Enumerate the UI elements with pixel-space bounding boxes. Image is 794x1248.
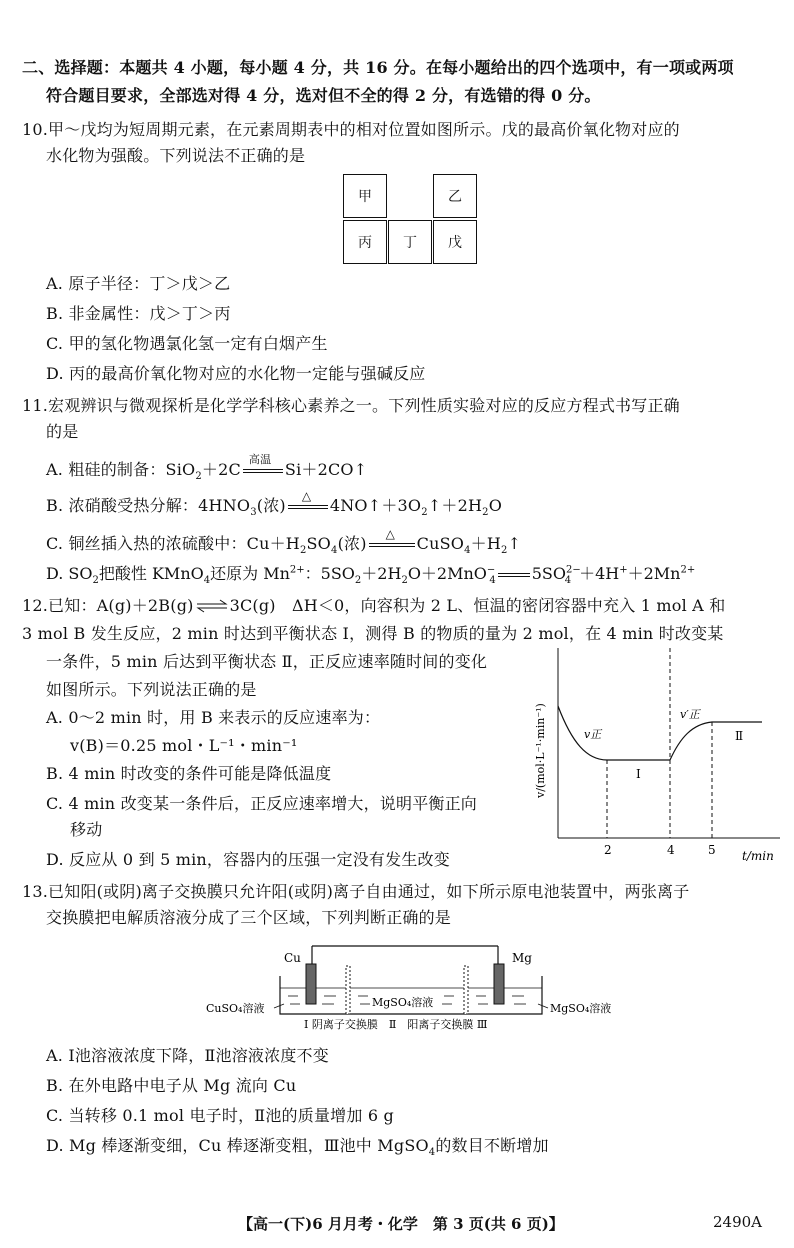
q11-b-condition: △ xyxy=(301,489,312,503)
q12-option-b: B. 4 min 时改变的条件可能是降低温度 xyxy=(46,764,332,783)
v-forward-curve-stage1 xyxy=(558,706,670,760)
anion-exchange-membrane xyxy=(346,966,350,1014)
membrane-labels: Ⅰ 阴离子交换膜 Ⅱ 阳离子交换膜 Ⅲ xyxy=(304,1018,488,1031)
cell-ding: 丁 xyxy=(388,220,432,264)
q11-option-c: C. 铜丝插入热的浓硫酸中：$Cu+H_2SO_4$(浓) △ $CuSO_4+H_2↑$ xyxy=(46,534,521,554)
left-solution-label: CuSO₄溶液 xyxy=(206,1002,265,1015)
q12-option-c-line2: 移动 xyxy=(70,820,103,839)
q11-option-d: D. $SO_2$把酸性 KMnO$_4$还原为 $Mn^{2+}$：$5SO_2+2H_2O+2MnO^-_4$ $5SO^{2-}_4 +4H^++2Mn^{2+}$ xyxy=(46,564,696,587)
v-forward-prime-label: v′正 xyxy=(680,708,700,721)
q12-stem-line3: 一条件，5 min 后达到平衡状态 Ⅱ，正反应速率随时间的变化 xyxy=(46,652,488,671)
equilibrium-arrow-icon xyxy=(194,596,230,616)
mg-electrode xyxy=(494,964,504,1004)
stage-2-label: Ⅱ xyxy=(735,729,744,743)
cu-electrode xyxy=(306,964,316,1004)
tick-5: 5 xyxy=(708,843,716,857)
q12-stem-line4: 如图所示。下列说法正确的是 xyxy=(46,680,257,699)
section-header-line2: 符合题目要求，全部选对得 4 分，选对但不全的得 2 分，有选错的得 0 分。 xyxy=(46,86,601,105)
graph-y-label: v/(mol·L⁻¹·min⁻¹) xyxy=(534,703,547,798)
section-header-line1: 二、选择题：本题共 4 小题，每小题 4 分，共 16 分。在每小题给出的四个选项中，有一项或两项 xyxy=(22,58,734,77)
rate-time-graph xyxy=(532,648,782,863)
q12-option-d: D. 反应从 0 到 5 min，容器内的压强一定没有发生改变 xyxy=(46,850,450,869)
graph-x-label: t/min xyxy=(742,849,774,863)
q10-option-b: B. 非金属性：戊＞丁＞丙 xyxy=(46,304,231,323)
right-solution-label: MgSO₄溶液 xyxy=(550,1002,612,1015)
q11-stem-line2: 的是 xyxy=(46,422,79,441)
cell-bing: 丙 xyxy=(343,220,387,264)
cell-yi: 乙 xyxy=(433,174,477,218)
q13-option-a: A. Ⅰ池溶液浓度下降，Ⅱ池溶液浓度不变 xyxy=(46,1046,329,1065)
v-forward-curve-stage2 xyxy=(670,722,762,760)
q10-option-d: D. 丙的最高价氧化物对应的水化物一定能与强碱反应 xyxy=(46,364,426,383)
tick-4: 4 xyxy=(667,843,675,857)
cell-wu: 戊 xyxy=(433,220,477,264)
q13-option-c: C. 当转移 0.1 mol 电子时，Ⅱ池的质量增加 6 g xyxy=(46,1106,394,1125)
page-footer: 【高一(下)6 月月考・化学 第 3 页(共 6 页)】 xyxy=(238,1215,564,1233)
middle-solution-label: MgSO₄溶液 xyxy=(372,996,434,1009)
cu-label: Cu xyxy=(284,951,301,965)
mg-label: Mg xyxy=(512,951,532,965)
q12-option-c-line1: C. 4 min 改变某一条件后，正反应速率增大，说明平衡正向 xyxy=(46,794,477,813)
cell-jia: 甲 xyxy=(343,174,387,218)
paper-code: 2490A xyxy=(712,1213,762,1231)
q13-stem-line1: 13.已知阳(或阴)离子交换膜只允许阳(或阴)离子自由通过，如下所示原电池装置中，两张离子 xyxy=(22,882,690,901)
q10-stem-line1: 10.甲～戊均为短周期元素，在元素周期表中的相对位置如图所示。戊的最高价氧化物对应的 xyxy=(22,120,680,139)
q11-option-b: B. 浓硝酸受热分解：$4HNO_3$(浓) △ $4NO↑+3O_2↑+2H_2O$ xyxy=(46,496,502,516)
q11-stem-line1: 11.宏观辨识与微观探析是化学学科核心素养之一。下列性质实验对应的反应方程式书写正确 xyxy=(22,396,680,415)
q11-c-condition: △ xyxy=(385,527,396,541)
q13-option-d: D. Mg 棒逐渐变细，Cu 棒逐渐变粗，Ⅲ池中 MgSO$_4$的数目不断增加 xyxy=(46,1136,549,1159)
stage-1-label: Ⅰ xyxy=(636,767,641,781)
q10-option-a: A. 原子半径：丁＞戊＞乙 xyxy=(46,274,231,293)
q13-stem-line2: 交换膜把电解质溶液分成了三个区域，下列判断正确的是 xyxy=(46,908,452,927)
q10-option-c: C. 甲的氢化物遇氯化氢一定有白烟产生 xyxy=(46,334,328,353)
q12-stem-line2: 3 mol B 发生反应，2 min 时达到平衡状态 Ⅰ，测得 B 的物质的量为 2 mol，在 4 min 时改变某 xyxy=(22,624,724,643)
cation-exchange-membrane xyxy=(464,966,468,1014)
q12-option-a-line2: v(B)＝0.25 mol・L⁻¹・min⁻¹ xyxy=(70,736,298,755)
q11-a-condition: 高温 xyxy=(248,453,272,466)
v-forward-label: v正 xyxy=(584,728,602,741)
tick-2: 2 xyxy=(604,843,612,857)
q11-option-a: A. 粗硅的制备：SiO$_2$＋2C 高温 Si＋2CO↑ xyxy=(46,460,367,480)
q12-option-a-line1: A. 0～2 min 时，用 B 来表示的反应速率为： xyxy=(46,708,381,727)
q10-stem-line2: 水化物为强酸。下列说法不正确的是 xyxy=(46,146,306,165)
q13-option-b: B. 在外电路中电子从 Mg 流向 Cu xyxy=(46,1076,297,1095)
galvanic-cell-diagram xyxy=(200,938,620,1034)
q12-stem-line1: 12.已知：A(g)＋2B(g) 3C(g) ΔH＜0，向容积为 2 L、恒温的密闭容器中充入 1 mol A 和 xyxy=(22,596,726,615)
